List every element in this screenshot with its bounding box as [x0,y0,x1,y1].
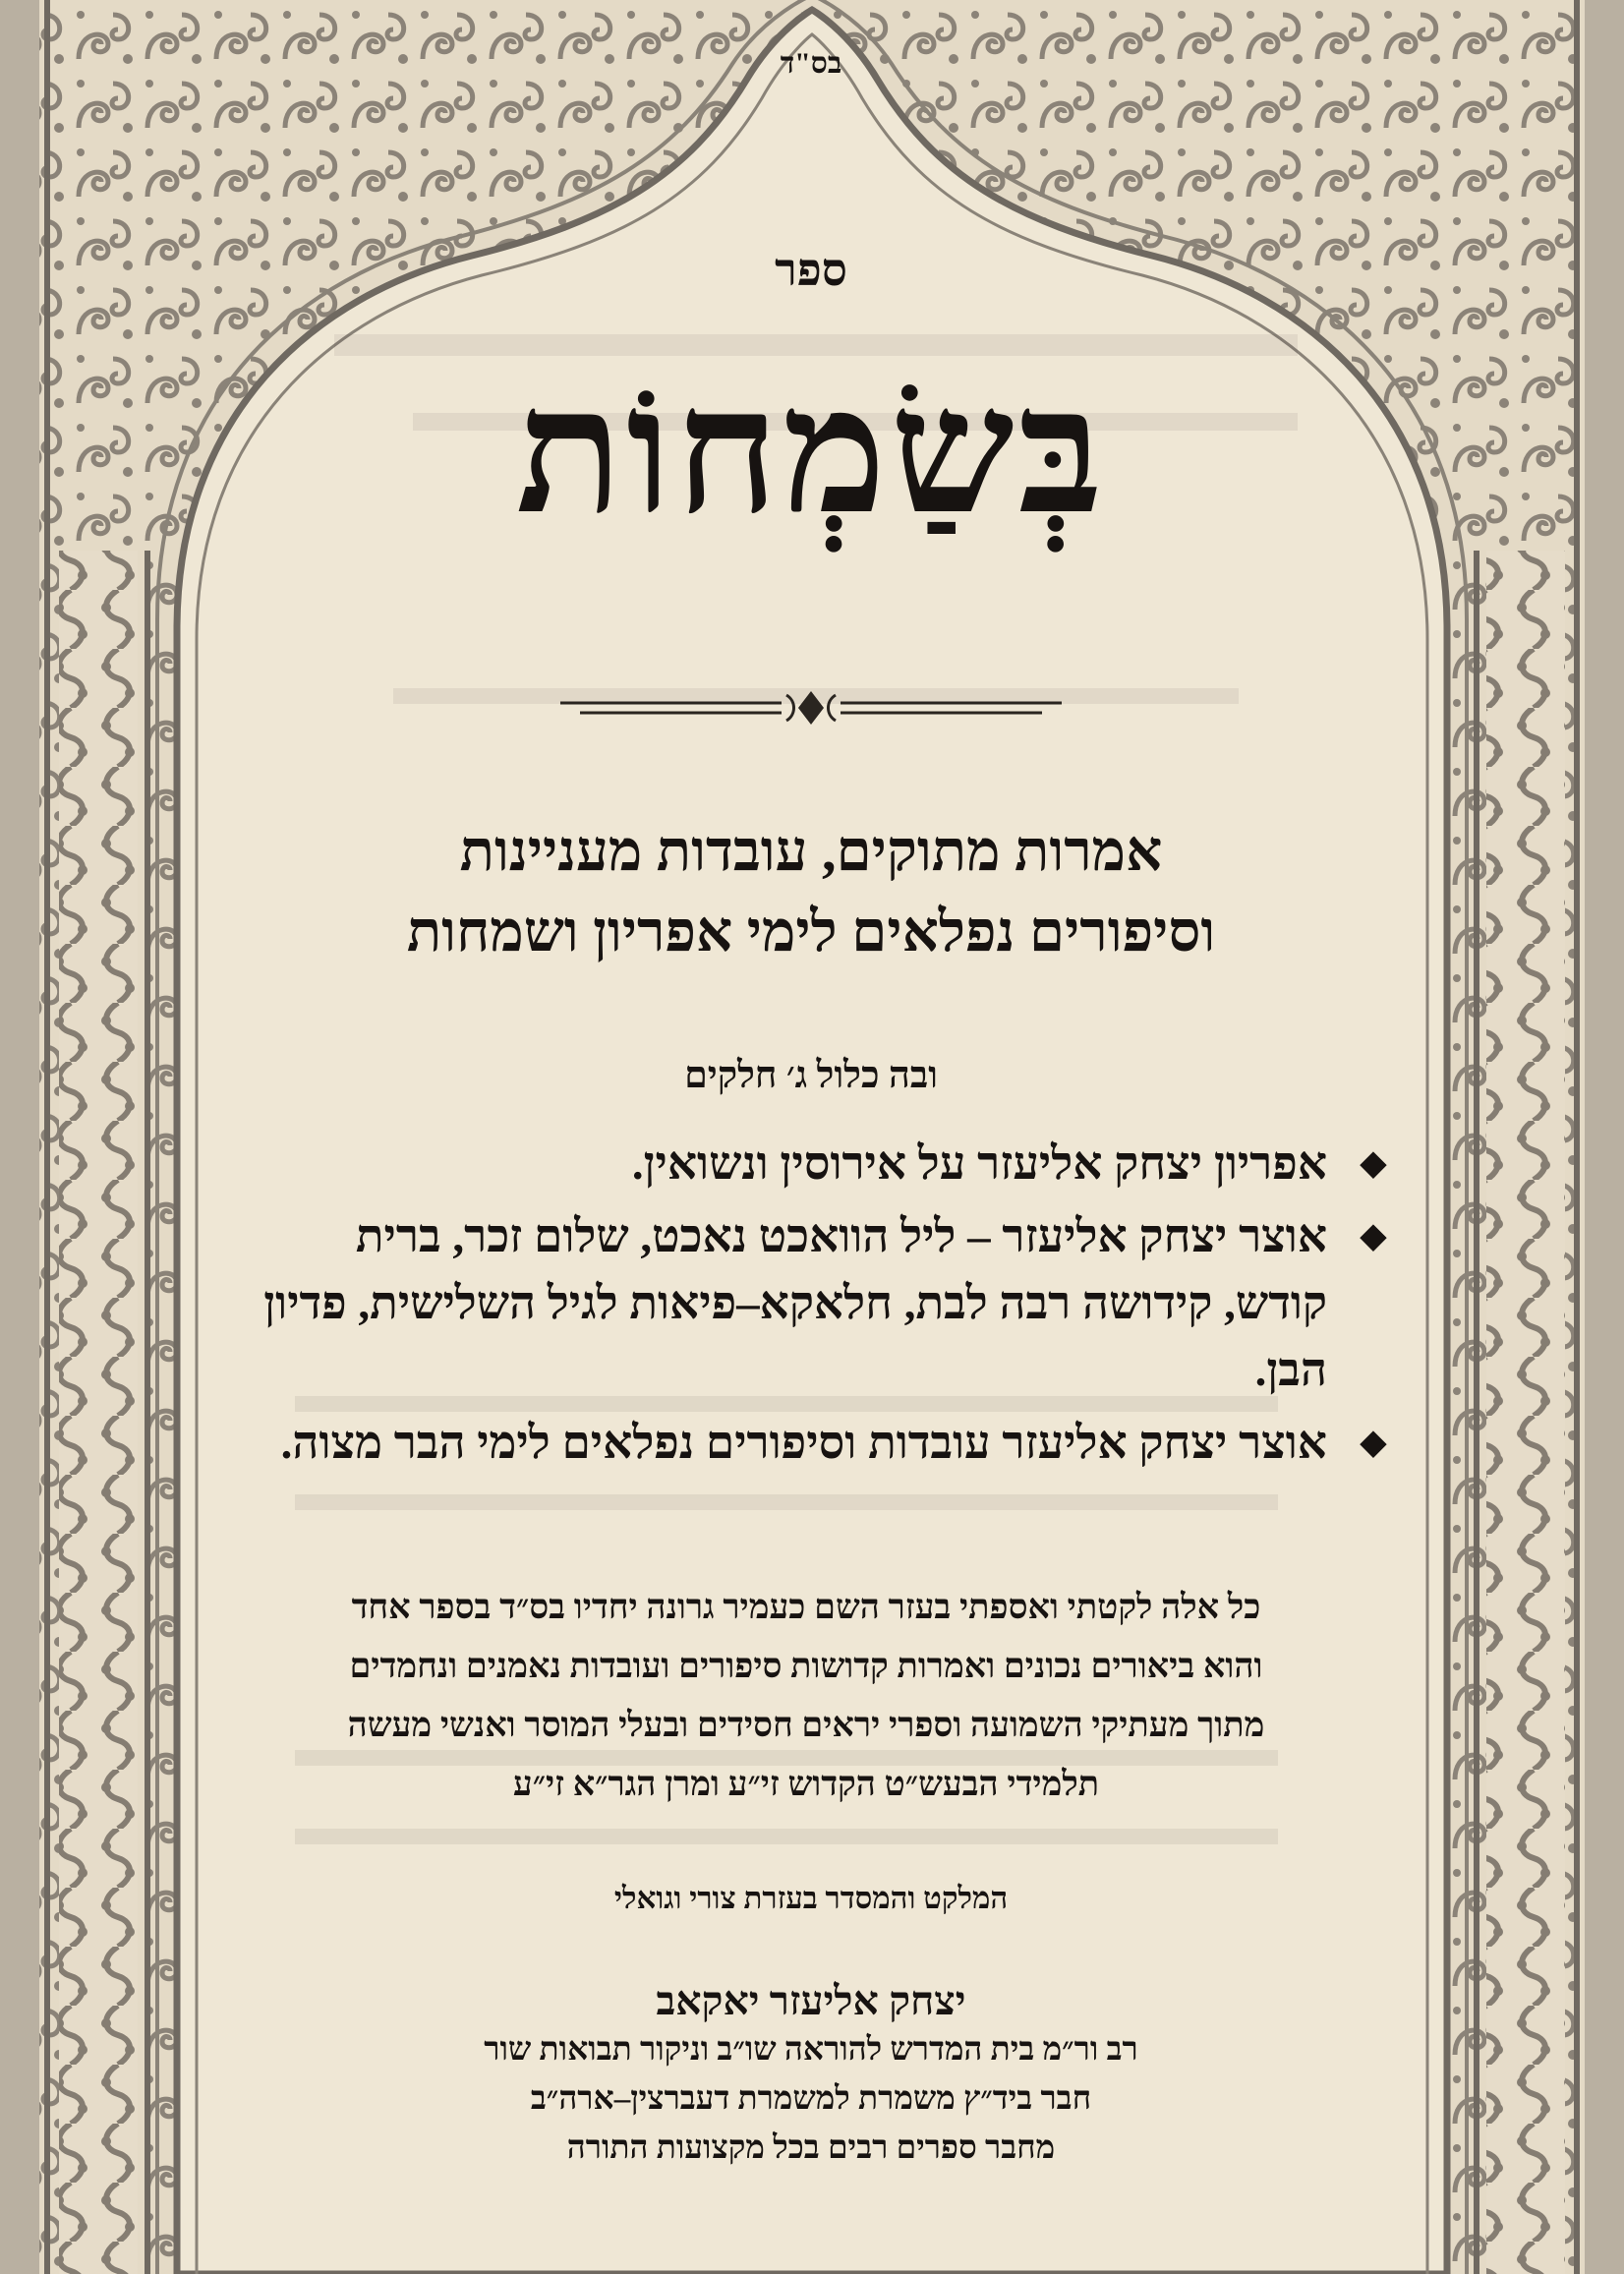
parts-list [256,1131,1386,1483]
compiler-heading: המלקט והמסדר בעזרת צורי וגואלי [613,1881,1009,1915]
subtitle [187,811,1435,972]
author-name: יצחק אליעזר יאקאב [656,1978,966,2023]
subtitle-line-2: וסיפורים נפלאים לימי אפריון ושמחות [406,900,1216,963]
list-item [256,1410,1386,1477]
diamond-bullet-icon: ◆ [1360,1425,1386,1461]
title-page-content [147,0,1475,2274]
diamond-bullet-icon: ◆ [1360,1218,1386,1254]
subtitle-line-1: אמרות מתוקים, עובדות מעניינות [459,819,1163,883]
book-title: בְּשַׂמְחוֹת [515,355,1107,550]
ornamental-divider-icon [560,683,1062,732]
diamond-bullet-icon: ◆ [1360,1145,1386,1182]
bsd-header: בס"ד [780,47,842,80]
description-line: מתוך מעתיקי השמועה וספרי יראים חסידים ובעלי המוסר ואנשי מעשה [347,1706,1265,1744]
parts-heading: ובה כלול ג׳ חלקים [684,1055,938,1096]
list-item [256,1203,1386,1404]
author-credentials [147,2025,1475,2173]
part-text: אוצר יצחק אליעזר – ליל הוואכט נאכט, שלום זכר, ברית קודש, קידושה רבה לבת, חלאקא–פיאות לגיל השלישית, פדיון הבן. [263,1211,1327,1396]
author-credential-line: מחבר ספרים רבים בכל מקצועות התורה [566,2130,1056,2166]
description-line: והוא ביאורים נכונים ואמרות קדושות סיפורים ועובדות נאמנים ונחמדים [349,1647,1263,1685]
description [246,1578,1366,1814]
description-line: תלמידי הבעש״ט הקדוש זי״ע ומרן הגר״א זי״ע [512,1765,1100,1803]
author-credential-line: רב ור״מ בית המדרש להוראה שו״ב וניקור תבואות שור [484,2032,1138,2068]
list-item [256,1131,1386,1197]
sefer-label: ספר [775,245,847,295]
author-credential-line: חבר ביד״ץ משמרת למשמרת דעברצין–ארה״ב [530,2081,1092,2117]
part-text: אוצר יצחק אליעזר עובדות וסיפורים נפלאים לימי הבר מצוה. [280,1418,1327,1469]
part-text: אפריון יצחק אליעזר על אירוסין ונשואין. [631,1138,1327,1190]
description-line: כל אלה לקטתי ואספתי בעזר השם כעמיר גרונה יחדיו בס״ד בספר אחד [351,1588,1261,1626]
